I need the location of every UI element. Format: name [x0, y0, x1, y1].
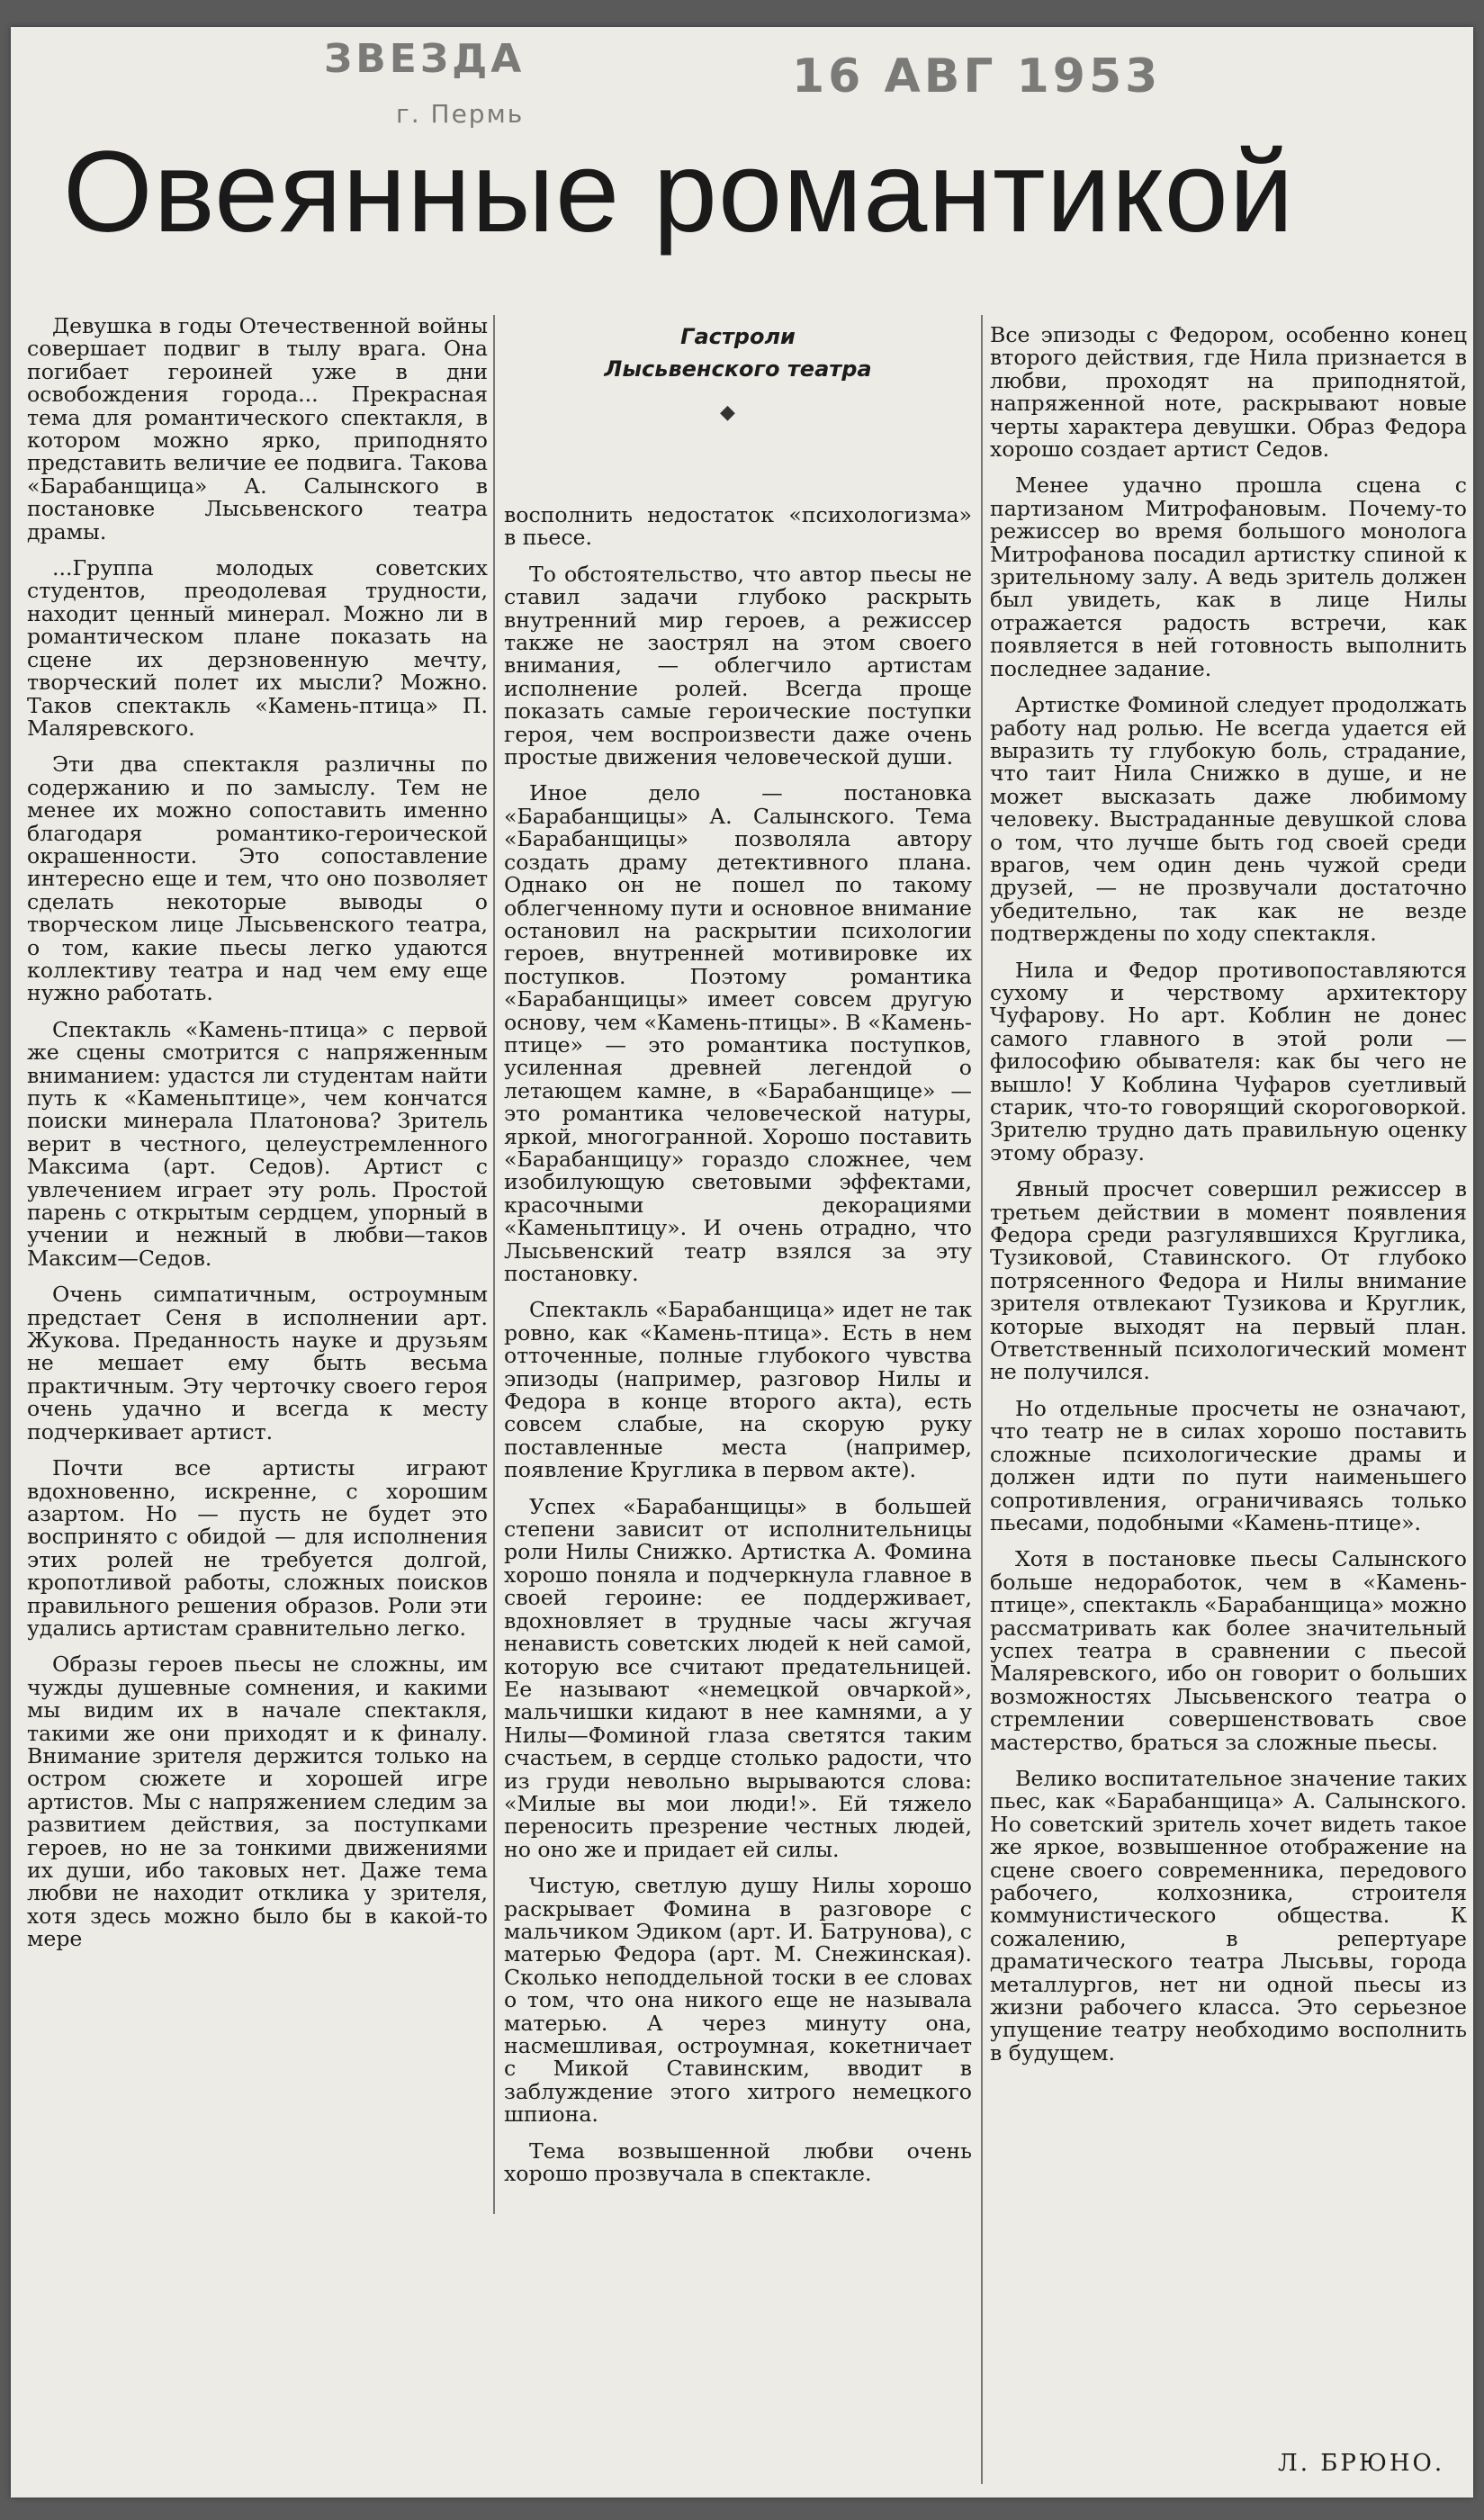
- paragraph: Тема возвышенной любви очень хорошо прозвучала в спектакле.: [504, 2138, 972, 2187]
- headline: Овеянные романтикой: [63, 128, 1295, 256]
- column-divider: [493, 315, 495, 2214]
- article-column-1: [27, 315, 488, 1965]
- paragraph: Менее удачно прошла сцена с партизаном Митрофановым. Почему-то режиссер во время большого монолога Митрофанова посадил артистку спиной к зрительному залу. А ведь зритель должен был увидеть, как в лице Нилы отражается радость встречи, как появляется в ней готовность выполнить последнее задание.: [990, 472, 1467, 681]
- author-signature: Л. БРЮНО.: [1278, 2450, 1445, 2477]
- date-stamp: 16 АВГ 1953: [792, 50, 1162, 104]
- paragraph: Успех «Барабанщицы» в большей степени зависит от исполнительницы роли Нилы Снижко. Артистка А. Фомина хорошо поняла и подчеркнула главное в своей героине: ее поддерживает, вдохновляет в трудные часы жгучая ненависть советских людей к ней самой, которую все считают предательницей. Ее называют «немецкой овчаркой», мальчишки кидают в нее камнями, а у Нилы—Фоминой глаза светятся таким счастьем, в сердце столько радости, что из груди невольно вырываются слова: «Милые вы мои люди!». Ей тяжело переносить презрение честных людей, но оно же и придает ей силы.: [504, 1493, 972, 1862]
- paragraph: ...Группа молодых советских студентов, преодолевая трудности, находит ценный минерал. Можно ли в романтическом плане показать на сцене их дерзновенную мечту, творческий полет их мысли? Можно. Таков спектакль «Камень-птица» П. Маляревского.: [27, 555, 488, 741]
- paragraph: Нила и Федор противопоставляются сухому и черствому архитектору Чуфарову. Но арт. Коблин не донес самого главного в этой роли — философию обывателя: как бы чего не вышло! У Коблина Чуфаров суетливый старик, что-то говорящий скороговоркой. Зрителю трудно дать правильную оценку этому образу.: [990, 957, 1467, 1166]
- paragraph: Иное дело — постановка «Барабанщицы» А. Салынского. Тема «Барабанщицы» позволяла автору создать драму детективного плана. Однако он не пошел по такому облегченному пути и основное внимание остановил на раскрытии психологии героев, внутренней мотивировке их поступков. Поэтому романтика «Барабанщицы» имеет совсем другую основу, чем «Камень-птицы». В «Камень-птице» — это романтика поступков, усиленная древней легендой о летающем камне, в «Барабанщице» — это романтика человеческой натуры, яркой, многогранной. Хорошо поставить «Барабанщицу» гораздо сложнее, чем изобилующую световыми эффектами, красочными декорациями «Каменьптицу». И очень отрадно, что Лысьвенский театр взялся за эту постановку.: [504, 780, 972, 1286]
- article-column-2: [504, 504, 972, 2199]
- paragraph: Велико воспитательное значение таких пьес, как «Барабанщица» А. Салынского. Но советский зритель хочет видеть такое же яркое, возвышенное отображение на сцене своего современника, передового рабочего, колхозника, строителя коммунистического общества. К сожалению, в репертуаре драматического театра Лысьвы, города металлургов, нет ни одной пьесы из жизни рабочего класса. Это серьезное упущение театру необходимо восполнить в будущем.: [990, 1765, 1467, 2066]
- paragraph: Явный просчет совершил режиссер в третьем действии в момент появления Федора среди разгулявшихся Круглика, Тузиковой, Ставинского. От глубоко потрясенного Федора и Нилы внимание зрителя отвлекают Тузикова и Круглик, которые выходят на первый план. Ответственный психологический момент не получился.: [990, 1176, 1467, 1385]
- paragraph: Артистке Фоминой следует продолжать работу над ролью. Не всегда удается ей выразить ту глубокую боль, страдание, что таит Нила Снижко в душе, и не может высказать даже любимому человеку. Выстраданные девушкой слова о том, что лучше быть год своей среди врагов, чем один день чужой среди друзей, — не прозвучали достаточно убедительно, так как не везде подтверждены по ходу спектакля.: [990, 692, 1467, 947]
- paragraph: Очень симпатичным, остроумным предстает Сеня в исполнении арт. Жукова. Преданность науке и друзьям не мешает ему быть весьма практичным. Эту черточку своего героя очень удачно и всегда к месту подчеркивает артист.: [27, 1282, 488, 1444]
- newspaper-stamp: ЗВЕЗДА: [324, 36, 526, 82]
- city-stamp: г. Пермь: [396, 99, 525, 129]
- paragraph: То обстоятельство, что автор пьесы не ставил задачи глубоко раскрыть внутренний мир героев, а режиссер также не заострял на этом своего внимания, — облегчило артистам исполнение ролей. Всегда проще показать самые героические поступки героя, чем воспроизвести даже очень простые движения человеческой души.: [504, 561, 972, 770]
- article-column-3: [990, 324, 1467, 2078]
- column-divider: [981, 315, 983, 2484]
- paragraph: восполнить недостаток «психологизма» в пьесе.: [504, 502, 972, 551]
- subheading: [504, 320, 972, 385]
- paragraph: Почти все артисты играют вдохновенно, искренне, с хорошим азартом. Но — пусть не будет это воспринято с обидой — для исполнения этих ролей не требуется долгой, кропотливой работы, сложных поисков правильного решения образов. Роли эти удались артистам сравнительно легко.: [27, 1455, 488, 1641]
- diamond-ornament-icon: ◆: [720, 401, 735, 424]
- paragraph: Девушка в годы Отечественной войны совершает подвиг в тылу врага. Она погибает героиней уже в дни освобождения города... Прекрасная тема для романтического спектакля, в котором можно ярко, приподнято представить величие ее подвига. Такова «Барабанщица» А. Салынского в постановке Лысьвенского театра драмы.: [27, 313, 488, 544]
- paragraph: Эти два спектакля различны по содержанию и по замыслу. Тем не менее их можно сопоставить именно благодаря романтико-героической окрашенности. Это сопоставление интересно еще и тем, что оно позволяет сделать некоторые выводы о творческом лице Лысьвенского театра, о том, какие пьесы легко удаются коллективу театра и над чем ему еще нужно работать.: [27, 752, 488, 1006]
- subheading-line-1: Гастроли: [680, 324, 796, 349]
- paragraph: Спектакль «Камень-птица» с первой же сцены смотрится с напряженным вниманием: удастся ли студентам найти путь к «Каменьптице», чем кончатся поиски минерала Платонова? Зритель верит в честного, целеустремленного Максима (арт. Седов). Артист с увлечением играет эту роль. Простой парень с открытым сердцем, упорный в учении и нежный в любви—таков Максим—Седов.: [27, 1016, 488, 1271]
- subheading-line-2: Лысьвенского театра: [604, 356, 872, 382]
- paragraph: Все эпизоды с Федором, особенно конец второго действия, где Нила признается в любви, проходят на приподнятой, напряженной ноте, раскрывают новые черты характера девушки. Образ Федора хорошо создает артист Седов.: [990, 322, 1467, 463]
- paragraph: Но отдельные просчеты не означают, что театр не в силах хорошо поставить сложные психологические драмы и должен идти по пути наименьшего сопротивления, ограничиваясь только пьесами, подобными «Камень-птице».: [990, 1395, 1467, 1535]
- paragraph: Образы героев пьесы не сложны, им чужды душевные сомнения, и какими мы видим их в начале спектакля, такими же они приходят и к финалу. Внимание зрителя держится только на остром сюжете и хорошей игре артистов. Мы с напряжением следим за развитием действия, за поступками героев, но не за тонкими движениями их души, ибо таковых нет. Даже тема любви не находит отклика у зрителя, хотя здесь можно было бы в какой-то мере: [27, 1652, 488, 1952]
- paragraph: Спектакль «Барабанщица» идет не так ровно, как «Камень-птица». Есть в нем отточенные, полные глубокого чувства эпизоды (например, разговор Нилы и Федора в конце второго акта), есть совсем слабые, на скорую руку поставленные места (например, появление Круглика в первом акте).: [504, 1297, 972, 1483]
- paragraph: Хотя в постановке пьесы Салынского больше недоработок, чем в «Камень-птице», спектакль «Барабанщица» можно рассматривать как более значительный успех театра в сравнении с пьесой Маляревского, ибо он говорит о больших возможностях Лысьвенского театра о стремлении совершенствовать свое мастерство, браться за сложные пьесы.: [990, 1546, 1467, 1755]
- paragraph: Чистую, светлую душу Нилы хорошо раскрывает Фомина в разговоре с мальчиком Эдиком (арт. И. Батрунова), с матерью Федора (арт. М. Снежинская). Сколько неподдельной тоски в ее словах о том, что она никого еще не называла матерью. А через минуту она, насмешливая, остроумная, кокетничает с Микой Ставинским, вводит в заблуждение этого хитрого немецкого шпиона.: [504, 1873, 972, 2128]
